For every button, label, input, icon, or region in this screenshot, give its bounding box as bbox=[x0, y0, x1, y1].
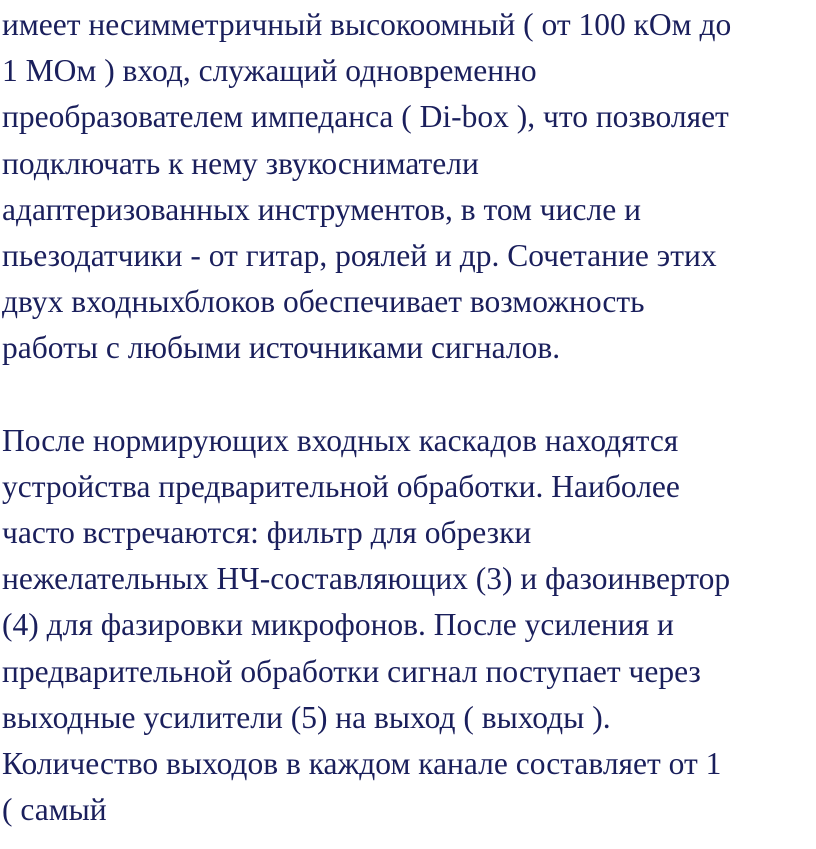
text-line: двух входныхблоков обеспечивает возможность bbox=[2, 284, 645, 320]
text-line: ( самый bbox=[2, 792, 107, 828]
text-line: преобразователем импеданса ( Di-box ), что позволяет bbox=[2, 99, 729, 135]
paragraph-2 bbox=[2, 418, 814, 834]
text-line: работы с любыми источниками сигналов. bbox=[2, 330, 561, 366]
text-line: нежелательных НЧ-составляющих (3) и фазоинвертор bbox=[2, 561, 731, 597]
text-line: предварительной обработки сигнал поступает через bbox=[2, 653, 701, 689]
text-line: 1 МОм ) вход, служащий одновременно bbox=[2, 53, 537, 89]
text-line: Количество выходов в каждом канале составляет от 1 bbox=[2, 746, 722, 781]
document-page bbox=[2, 0, 814, 833]
text-line: имеет несимметричный высокоомный ( от 100 кОм до bbox=[2, 7, 732, 42]
text-line: подключать к нему звукосниматели bbox=[2, 145, 479, 181]
text-line: После нормирующих входных каскадов находятся bbox=[2, 422, 679, 458]
text-line: выходные усилители (5) на выход ( выходы ). bbox=[2, 699, 611, 735]
text-line: (4) для фазировки микрофонов. После усиления и bbox=[2, 607, 674, 643]
text-line: устройства предварительной обработки. Наиболее bbox=[2, 468, 680, 504]
paragraph-1 bbox=[2, 2, 814, 372]
paragraph-spacer bbox=[2, 372, 814, 418]
text-line: адаптеризованных инструментов, в том числе и bbox=[2, 191, 641, 227]
text-line: пьезодатчики - от гитар, роялей и др. Сочетание этих bbox=[2, 237, 717, 273]
text-line: часто встречаются: фильтр для обрезки bbox=[2, 515, 532, 551]
